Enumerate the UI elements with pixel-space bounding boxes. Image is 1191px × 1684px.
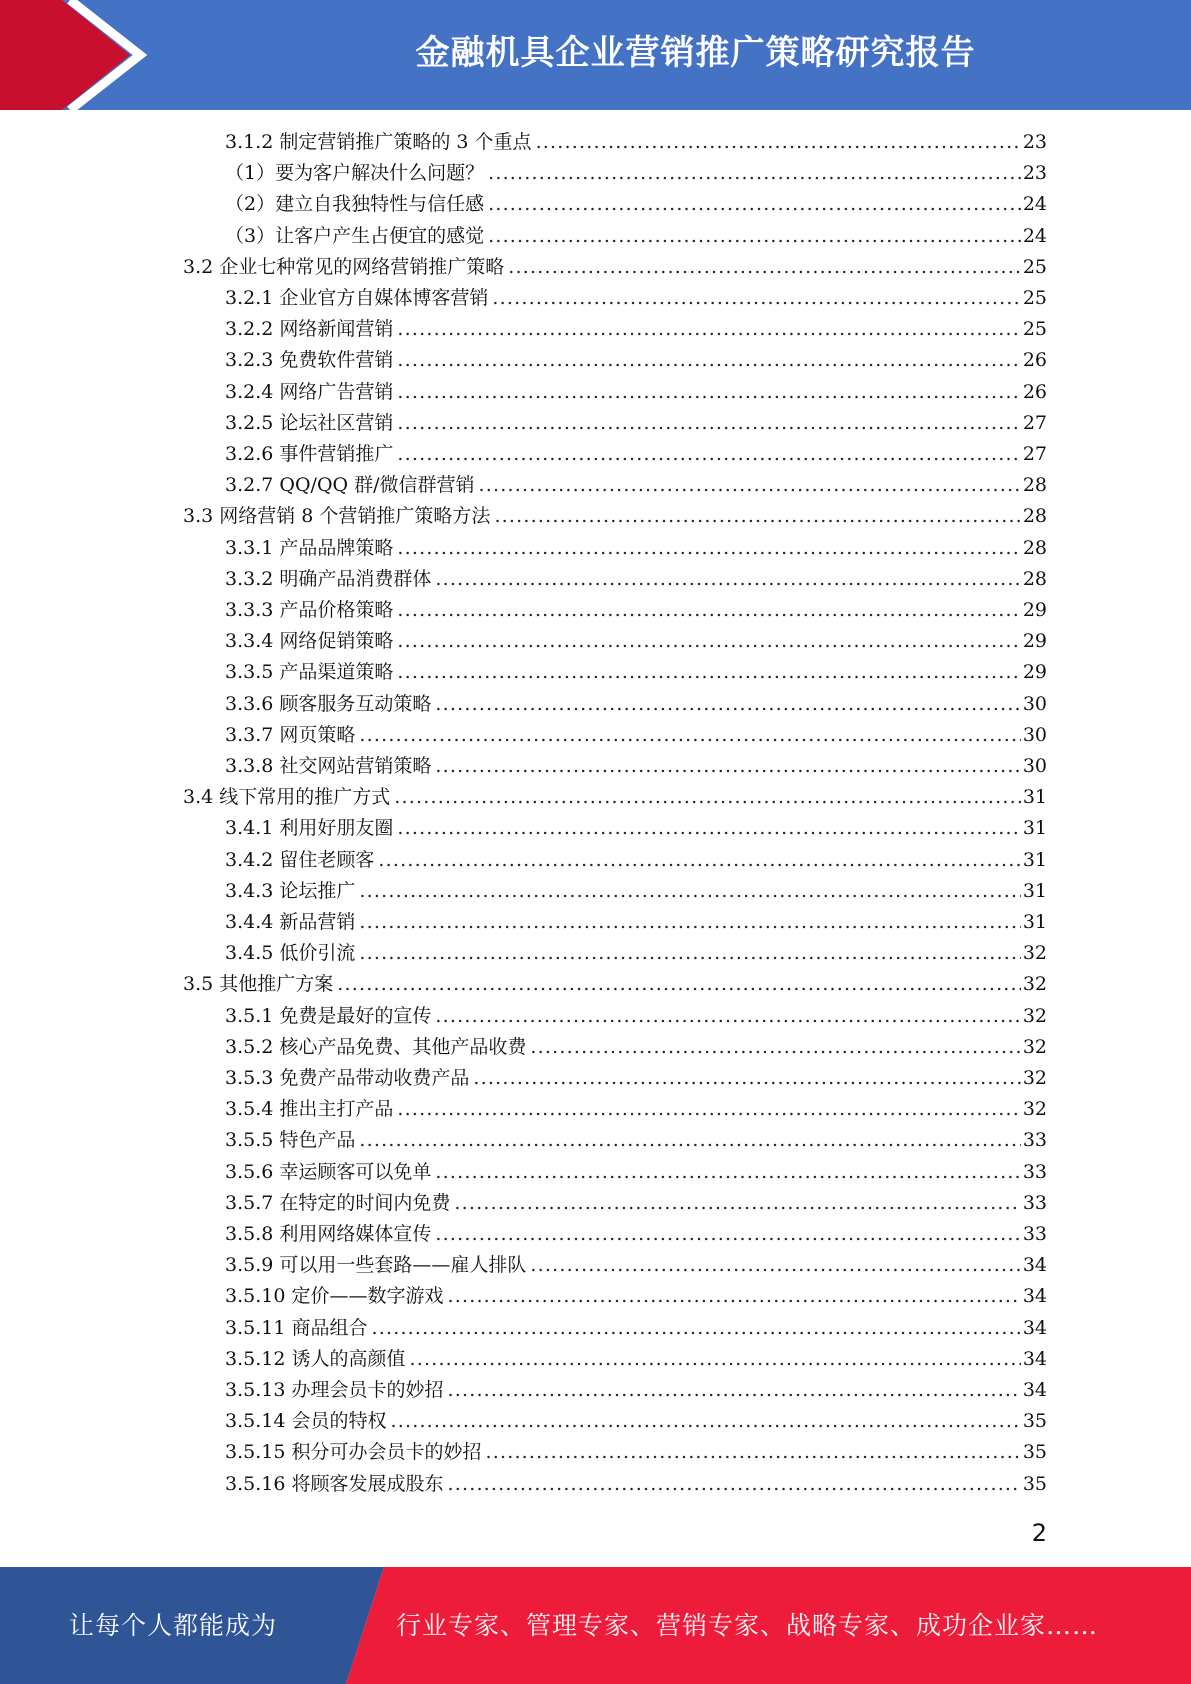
- toc-entry[interactable]: [225, 938, 1047, 969]
- toc-entry[interactable]: [225, 1281, 1047, 1312]
- toc-entry-label: 3.2.3 免费软件营销: [225, 349, 394, 372]
- toc-entry[interactable]: [225, 595, 1047, 626]
- toc-entry-page: 31: [1022, 879, 1047, 902]
- toc-entry-label: 3.5.13 办理会员卡的妙招: [225, 1379, 444, 1401]
- toc-dot-leader: [359, 1125, 1020, 1156]
- toc-entry[interactable]: [225, 439, 1047, 470]
- document-title: 金融机具企业营销推广策略研究报告: [415, 33, 976, 73]
- toc-entry-page: 30: [1022, 692, 1047, 715]
- toc-dot-leader: [447, 1281, 1020, 1312]
- toc-dot-leader: [397, 813, 1020, 844]
- toc-entry[interactable]: [225, 283, 1047, 314]
- toc-entry-label: 3.3.7 网页策略: [225, 723, 356, 746]
- toc-entry-label: （3）让客户产生占便宜的感觉: [225, 224, 485, 247]
- toc-entry-page: 30: [1022, 723, 1047, 746]
- red-arrow-shape: [0, 0, 130, 110]
- toc-dot-leader: [447, 1375, 1020, 1406]
- toc-entry[interactable]: [225, 876, 1047, 907]
- toc-entry-label: （2）建立自我独特性与信任感: [225, 193, 485, 216]
- toc-entry-page: 28: [1022, 536, 1047, 559]
- toc-entry-label: 3.4.1 利用好朋友圈: [225, 817, 394, 840]
- toc-entry-label: 3.5.3 免费产品带动收费产品: [225, 1067, 470, 1089]
- toc-entry-page: 33: [1022, 1129, 1047, 1152]
- toc-entry-label: 3.5.2 核心产品免费、其他产品收费: [225, 1035, 527, 1058]
- toc-entry-page: 26: [1022, 380, 1047, 403]
- toc-dot-leader: [494, 501, 1020, 532]
- page-number: 2: [1031, 1519, 1047, 1547]
- toc-entry-page: 27: [1022, 411, 1047, 434]
- toc-entry-label: 3.2.7 QQ/QQ 群/微信群营销: [225, 474, 475, 497]
- toc-dot-leader: [397, 314, 1020, 345]
- toc-entry-page: 29: [1022, 661, 1047, 684]
- toc-entry-page: 28: [1022, 567, 1047, 590]
- toc-dot-leader: [397, 1094, 1020, 1125]
- toc-entry-page: 34: [1022, 1254, 1047, 1277]
- toc-entry-page: 25: [1022, 255, 1047, 278]
- toc-entry[interactable]: [225, 1250, 1047, 1281]
- toc-entry-label: 3.5.9 可以用一些套路——雇人排队: [225, 1254, 527, 1277]
- toc-entry[interactable]: [225, 689, 1047, 720]
- toc-dot-leader: [390, 1406, 1020, 1437]
- toc-entry[interactable]: [225, 1157, 1047, 1188]
- toc-entry[interactable]: [225, 470, 1047, 501]
- toc-entry-page: 23: [1022, 131, 1047, 153]
- toc-dot-leader: [397, 595, 1020, 626]
- toc-dot-leader: [447, 1469, 1020, 1500]
- toc-dot-leader: [371, 1313, 1020, 1344]
- toc-entry-page: 31: [1022, 817, 1047, 840]
- toc-entry-page: 35: [1022, 1410, 1047, 1433]
- toc-entry-page: 32: [1022, 973, 1047, 996]
- toc-entry[interactable]: [225, 1469, 1047, 1500]
- toc-dot-leader: [536, 127, 1021, 158]
- toc-dot-leader: [397, 439, 1020, 470]
- toc-entry-page: 32: [1022, 1098, 1047, 1121]
- toc-dot-leader: [397, 377, 1020, 408]
- toc-entry-page: 33: [1022, 1191, 1047, 1214]
- toc-dot-leader: [435, 564, 1020, 595]
- toc-entry[interactable]: [225, 1094, 1047, 1125]
- toc-entry[interactable]: [183, 252, 1047, 283]
- toc-entry[interactable]: [225, 1063, 1047, 1094]
- toc-entry-label: 3.4.5 低价引流: [225, 942, 356, 965]
- toc-entry-page: 29: [1022, 630, 1047, 653]
- toc-entry[interactable]: [225, 1313, 1047, 1344]
- toc-entry[interactable]: [225, 1001, 1047, 1032]
- toc-entry[interactable]: [225, 1032, 1047, 1063]
- toc-dot-leader: [485, 1437, 1020, 1468]
- toc-dot-leader: [530, 1250, 1020, 1281]
- toc-dot-leader: [435, 1001, 1020, 1032]
- toc-entry-page: 32: [1022, 1067, 1047, 1089]
- page-header: [0, 0, 1191, 110]
- toc-entry[interactable]: [225, 751, 1047, 782]
- toc-entry-label: 3.3 网络营销 8 个营销推广策略方法: [183, 505, 491, 528]
- toc-entry[interactable]: [225, 408, 1047, 439]
- toc-entry[interactable]: [225, 1437, 1047, 1468]
- toc-entry-label: 3.3.3 产品价格策略: [225, 599, 394, 621]
- toc-entry-label: 3.5.15 积分可办会员卡的妙招: [225, 1441, 482, 1464]
- toc-dot-leader: [397, 345, 1020, 376]
- toc-entry-label: 3.5.1 免费是最好的宣传: [225, 1004, 432, 1027]
- toc-entry-page: 34: [1022, 1316, 1047, 1339]
- toc-dot-leader: [397, 657, 1020, 688]
- toc-entry-label: 3.5.6 幸运顾客可以免单: [225, 1160, 432, 1183]
- toc-dot-leader: [454, 1188, 1020, 1219]
- toc-entry-page: 27: [1022, 443, 1047, 465]
- toc-entry-page: 25: [1022, 318, 1047, 341]
- toc-entry-label: 3.3.4 网络促销策略: [225, 630, 394, 653]
- toc-entry-label: 3.5.8 利用网络媒体宣传: [225, 1223, 432, 1245]
- toc-entry-page: 31: [1022, 786, 1047, 809]
- toc-entry[interactable]: [225, 127, 1047, 158]
- toc-entry-page: 32: [1022, 1004, 1047, 1027]
- toc-dot-leader: [397, 626, 1020, 657]
- toc-entry-label: 3.2.2 网络新闻营销: [225, 318, 394, 341]
- toc-entry[interactable]: [225, 189, 1047, 220]
- toc-entry-label: 3.2 企业七种常见的网络营销推广策略: [183, 255, 505, 278]
- toc-entry-label: 3.3.6 顾客服务互动策略: [225, 692, 432, 715]
- footer-slogan-left: 让每个人都能成为: [68, 1611, 277, 1640]
- toc-entry-page: 28: [1022, 474, 1047, 497]
- toc-entry[interactable]: [225, 720, 1047, 751]
- toc-dot-leader: [479, 470, 1021, 501]
- toc-dot-leader: [359, 907, 1020, 938]
- toc-entry[interactable]: [225, 1375, 1047, 1406]
- header-arrow-graphic: [0, 0, 160, 110]
- toc-entry-label: 3.3.5 产品渠道策略: [225, 661, 394, 684]
- toc-entry-page: 23: [1022, 162, 1047, 185]
- toc-entry-label: 3.4.3 论坛推广: [225, 879, 356, 902]
- toc-dot-leader: [394, 782, 1021, 813]
- toc-entry-label: 3.2.5 论坛社区营销: [225, 411, 394, 434]
- toc-entry-label: 3.2.6 事件营销推广: [225, 443, 394, 465]
- toc-entry-label: 3.5.10 定价——数字游戏: [225, 1285, 444, 1308]
- toc-entry[interactable]: [183, 969, 1047, 1000]
- toc-entry-page: 24: [1022, 193, 1047, 216]
- toc-dot-leader: [473, 1063, 1020, 1094]
- toc-dot-leader: [378, 845, 1020, 876]
- toc-dot-leader: [409, 1344, 1020, 1375]
- toc-dot-leader: [397, 533, 1020, 564]
- toc-entry-label: 3.4.4 新品营销: [225, 911, 356, 933]
- toc-entry-page: 30: [1022, 755, 1047, 777]
- toc-entry-page: 34: [1022, 1379, 1047, 1401]
- toc-entry-page: 35: [1022, 1472, 1047, 1495]
- toc-dot-leader: [397, 408, 1020, 439]
- toc-entry[interactable]: [225, 626, 1047, 657]
- toc-dot-leader: [435, 1219, 1020, 1250]
- toc-entry-page: 33: [1022, 1223, 1047, 1245]
- toc-entry[interactable]: [225, 564, 1047, 595]
- toc-entry[interactable]: [225, 813, 1047, 844]
- toc-dot-leader: [337, 969, 1021, 1000]
- toc-entry-label: 3.5.16 将顾客发展成股东: [225, 1472, 444, 1495]
- toc-entry-page: 34: [1022, 1285, 1047, 1308]
- toc-entry-label: 3.4.2 留住老顾客: [225, 848, 375, 871]
- toc-entry-page: 33: [1022, 1160, 1047, 1183]
- toc-entry-label: 3.2.1 企业官方自媒体博客营销: [225, 287, 489, 309]
- toc-dot-leader: [435, 689, 1020, 720]
- toc-entry-label: 3.3.8 社交网站营销策略: [225, 755, 432, 777]
- toc-entry-page: 32: [1022, 942, 1047, 965]
- toc-entry-label: 3.3.2 明确产品消费群体: [225, 567, 432, 590]
- toc-entry-label: 3.5 其他推广方案: [183, 973, 334, 996]
- toc-dot-leader: [508, 252, 1021, 283]
- toc-entry[interactable]: [225, 345, 1047, 376]
- toc-entry-page: 32: [1022, 1035, 1047, 1058]
- toc-entry-label: 3.1.2 制定营销推广策略的 3 个重点: [225, 131, 532, 153]
- toc-entry-label: 3.5.4 推出主打产品: [225, 1098, 394, 1121]
- toc-dot-leader: [488, 221, 1021, 252]
- toc-entry[interactable]: [225, 1219, 1047, 1250]
- toc-entry[interactable]: [183, 501, 1047, 532]
- toc-entry-page: 34: [1022, 1347, 1047, 1370]
- toc-entry[interactable]: [225, 221, 1047, 252]
- toc-dot-leader: [435, 751, 1020, 782]
- toc-entry-label: 3.5.14 会员的特权: [225, 1410, 387, 1433]
- toc-entry-label: 3.5.11 商品组合: [225, 1316, 368, 1339]
- toc-entry-label: 3.2.4 网络广告营销: [225, 380, 394, 403]
- toc-entry-label: 3.5.7 在特定的时间内免费: [225, 1191, 451, 1214]
- toc-entry-page: 24: [1022, 224, 1047, 247]
- toc-entry-label: （1）要为客户解决什么问题？: [225, 162, 485, 185]
- toc-entry-page: 28: [1022, 505, 1047, 528]
- toc-dot-leader: [492, 283, 1020, 314]
- toc-entry[interactable]: [225, 314, 1047, 345]
- toc-dot-leader: [359, 876, 1020, 907]
- toc-entry[interactable]: [225, 1188, 1047, 1219]
- toc-entry[interactable]: [225, 1344, 1047, 1375]
- toc-dot-leader: [359, 938, 1020, 969]
- toc-entry[interactable]: [225, 907, 1047, 938]
- page-footer: [0, 1567, 1191, 1684]
- toc-dot-leader: [359, 720, 1020, 751]
- toc-entry-page: 26: [1022, 349, 1047, 372]
- toc-entry-label: 3.3.1 产品品牌策略: [225, 536, 394, 559]
- toc-entry[interactable]: [183, 782, 1047, 813]
- toc-entry[interactable]: [225, 1406, 1047, 1437]
- toc-entry-page: 25: [1022, 287, 1047, 309]
- toc-dot-leader: [435, 1157, 1020, 1188]
- toc-entry-page: 31: [1022, 911, 1047, 933]
- toc-entry-page: 29: [1022, 599, 1047, 621]
- toc-entry-label: 3.5.5 特色产品: [225, 1129, 356, 1152]
- toc-entry[interactable]: [225, 377, 1047, 408]
- toc-entry-page: 31: [1022, 848, 1047, 871]
- toc-entry[interactable]: [225, 1125, 1047, 1156]
- toc-dot-leader: [530, 1032, 1020, 1063]
- toc-dot-leader: [488, 189, 1021, 220]
- toc-dot-leader: [488, 158, 1021, 189]
- toc-entry[interactable]: [225, 533, 1047, 564]
- toc-entry-label: 3.4 线下常用的推广方式: [183, 786, 391, 809]
- toc-entry-page: 35: [1022, 1441, 1047, 1464]
- footer-slogan-right: 行业专家、管理专家、营销专家、战略专家、成功企业家……: [396, 1611, 1099, 1640]
- toc-entry-label: 3.5.12 诱人的高颜值: [225, 1347, 406, 1370]
- toc-entry[interactable]: [225, 845, 1047, 876]
- toc-entry[interactable]: [225, 158, 1047, 189]
- toc-entry[interactable]: [225, 657, 1047, 688]
